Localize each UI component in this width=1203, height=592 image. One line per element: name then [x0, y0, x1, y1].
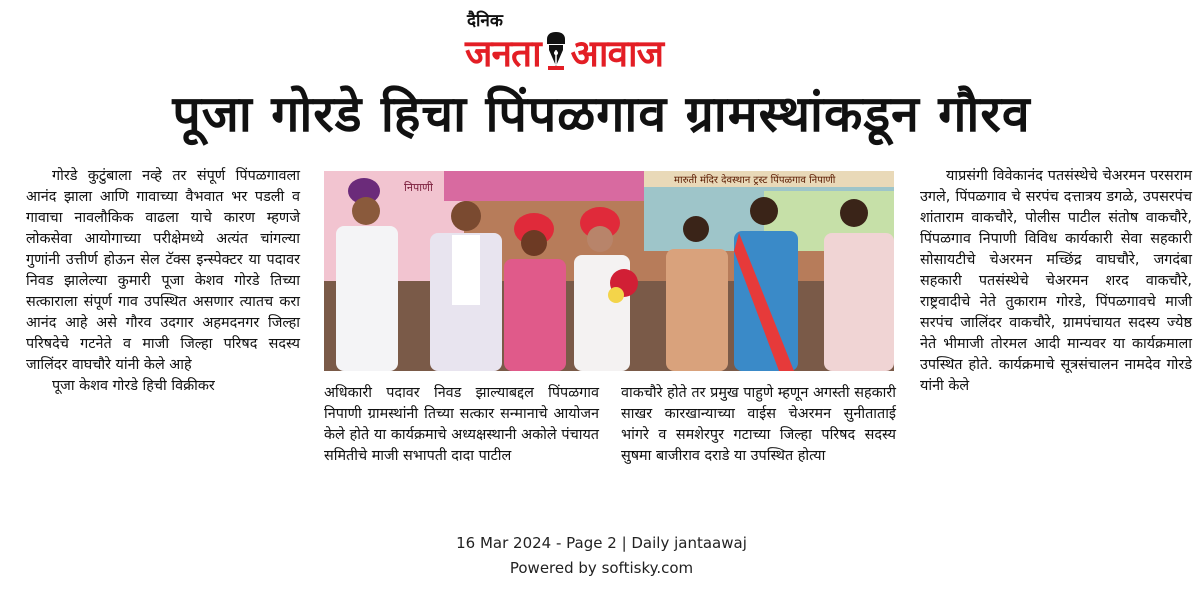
article-paragraph: गोरडे कुटुंबाला नव्हे तर संपूर्ण पिंपळगावला आनंद झाला आणि गावाच्या वैभवात भर पडली व गावाचा नावलौकिक वाढला याचे कारण म्हणजे लोकसेवा आयोगाच्या परीक्षेमध्ये अत्यंत चांगल्या गुणांनी उत्तीर्ण होऊन सेल टॅक्स इन्स्पेक्टर या पदावर निवड झालेल्या कुमारी पूजा केशव गोरडे तिच्या सत्काराला संपूर्ण गाव उपस्थित असणार त्यातच करा आनंद आहे असे गौरव उदगार अहमदनगर जिल्हा परिषदेचे गटनेते व माजी जिल्हा परिषद सदस्य जालिंदर वाघचौरे यांनी केले आहे [26, 168, 300, 373]
article-paragraph: अधिकारी पदावर निवड झाल्याबद्दल पिंपळगाव निपाणी ग्रामस्थांनी तिच्या सत्कार सन्मानाचे आयोजन केले होते या कार्यक्रमाचे अध्यक्षस्थानी अकोले पंचायत समितीचे माजी सभापती दादा पाटील [324, 385, 599, 464]
article-paragraph: वाकचौरे होते तर प्रमुख पाहुणे म्हणून अगस्ती सहकारी साखर कारखान्याच्या वाईस चेअरमन सुनीताताई भांगरे व समशेरपुर गटाच्या जिल्हा परिषद सदस्य सुषमा बाजीराव दराडे या उपस्थित होत्या [621, 385, 896, 464]
photo-banner-left: निपाणी [404, 181, 433, 194]
article-headline: पूजा गोरडे हिचा पिंपळगाव ग्रामस्थांकडून गौरव [172, 85, 1031, 143]
masthead [455, 4, 755, 75]
footer-powered-by: Powered by softisky.com [509, 559, 694, 577]
article-column-3 [621, 383, 896, 467]
masthead-name-right: आवाज [570, 32, 664, 75]
masthead-name-left: जनता [465, 32, 541, 75]
article-column-2 [324, 383, 599, 467]
article-paragraph: याप्रसंगी विवेकानंद पतसंस्थेचे चेअरमन परसराम उगले, पिंपळगाव चे सरपंच दत्तात्रय डगळे, उपसरपंच शांताराम वाकचौरे, पोलीस पाटील संतोष वाकचौरे, पिंपळगाव निपाणी विविध कार्यकारी सेवा सहकारी सोसायटीचे चेअरमन मच्छिंद्र वाघचौरे, जगदंबा सहकारी पतसंस्थेचे चेअरमन शरद वाकचौरे, राष्ट्रवादीचे नेते तुकाराम गोरडे, पिंपळगावचे माजी सरपंच जालिंदर वाकचौरे, ग्रामपंचायत सदस्य ज्येष्ठ नेते भीमाजी तोरमल आदी मान्यवर या कार्यक्रमाला उपस्थित होते. कार्यक्रमाचे सूत्रसंचालन नामदेव गोरडे यांनी केले [920, 168, 1192, 394]
photo-banner-right: मारुती मंदिर देवस्थान ट्रस्ट पिंपळगाव निपाणी [674, 175, 836, 186]
footer-date-line: 16 Mar 2024 - Page 2 | Daily jantaawaj [456, 534, 747, 552]
masthead-logo [465, 26, 663, 77]
article-photo [324, 171, 894, 371]
article-paragraph: पूजा केशव गोरडे हिची विक्रीकर [52, 378, 215, 394]
article-column-4 [920, 166, 1192, 397]
fountain-pen-icon [543, 32, 569, 72]
article-column-1 [26, 166, 300, 397]
masthead-small-title: दैनिक [467, 11, 503, 31]
